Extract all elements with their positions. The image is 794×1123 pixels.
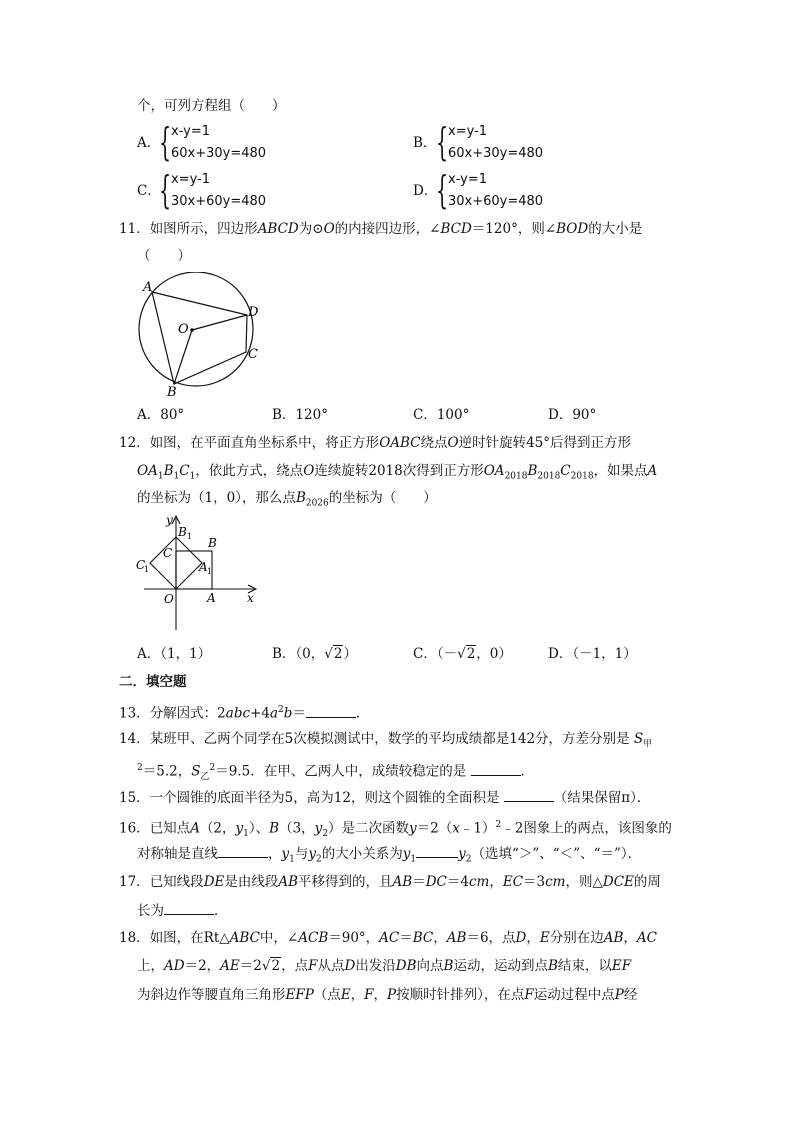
label-c: C (163, 546, 173, 560)
q14-line1 (119, 729, 652, 755)
superscript: 2 (137, 763, 143, 773)
math: ABCD (257, 221, 299, 237)
text: 经 (623, 987, 638, 1003)
text: 如图所示，四边形 (149, 221, 258, 237)
label-o: O (164, 592, 174, 606)
math: C (560, 463, 571, 479)
text: 出发沿 (355, 958, 396, 974)
math: F (364, 987, 374, 1003)
question-number: 18． (119, 930, 150, 946)
question-number: 14． (119, 731, 150, 747)
question-number: 15． (119, 790, 150, 806)
equation: x-y=1 (171, 124, 211, 139)
text: ＝9.5．在甲、乙两人中，成绩较稳定的是 (215, 763, 467, 780)
brace-icon: { (159, 168, 172, 212)
q15 (119, 787, 650, 808)
text: ， (623, 930, 637, 946)
q12-option-d (548, 644, 637, 664)
superscript: 2 (209, 763, 216, 773)
text: ． (355, 705, 370, 722)
q16-line1 (119, 815, 672, 844)
math: y (458, 846, 466, 862)
text: ＝3 (523, 874, 546, 890)
math: BCD (440, 221, 472, 237)
equation-system (171, 121, 266, 165)
answer-blank[interactable] (504, 787, 554, 802)
math: D (515, 930, 527, 946)
radicand: 2 (271, 958, 281, 974)
math: AB (603, 930, 624, 946)
text: ，依此方式，绕点 (195, 463, 304, 479)
math: A (190, 820, 200, 837)
text: ＝2 (239, 958, 262, 974)
text: ，则△ (565, 874, 603, 890)
text: ﹣1） (459, 820, 496, 837)
subscript: 1 (243, 829, 249, 840)
subscript: 2026 (305, 498, 329, 509)
q11-figure (130, 272, 270, 402)
text: ， (433, 930, 447, 946)
text: 的内接四边形，∠ (334, 221, 441, 237)
subscript: 2018 (504, 471, 528, 482)
math: F (308, 958, 318, 974)
equation: x-y=1 (448, 172, 488, 187)
text: +4 (250, 705, 270, 722)
option-text: （1，1） (160, 646, 212, 662)
text: 按顺时针排列），在点 (396, 987, 525, 1003)
math: y (308, 846, 317, 862)
math: S (191, 763, 201, 780)
math: cm (545, 874, 566, 890)
subscript: 1 (289, 854, 295, 865)
option-letter: B． (272, 646, 296, 662)
math: DB (395, 958, 417, 974)
q17-line1 (119, 872, 661, 892)
quadrilateral (152, 292, 247, 384)
option-letter: C． (137, 183, 161, 199)
text: 为斜边作等腰直角三角形 (137, 987, 286, 1003)
math: y (402, 846, 411, 862)
math: AC (636, 930, 657, 946)
text: ， (526, 930, 540, 946)
q11-stem (119, 219, 642, 239)
equation: x=y-1 (448, 124, 488, 139)
answer-blank[interactable] (306, 703, 356, 718)
math: C (179, 463, 190, 479)
subscript: 2 (316, 854, 322, 865)
math: OABC (379, 435, 421, 451)
question-number: 11． (119, 221, 150, 237)
text: ＝6，点 (466, 930, 516, 946)
math: P (387, 987, 397, 1003)
text: 上， (137, 958, 164, 974)
text: ，如果点 (593, 463, 648, 479)
option-text: ，0） (476, 646, 512, 662)
subscript: 2 (322, 829, 329, 840)
label-o: O (178, 322, 189, 337)
center-point (190, 328, 194, 332)
text: ＝2， (184, 958, 221, 974)
text: 某班甲、乙两个同学在5次模拟测试中，数学的平均成绩都是142分，方差分别是 (149, 731, 630, 747)
subscript: 1 (157, 471, 164, 482)
text: 一个圆锥的底面半径为5，高为12，则这个圆锥的全面积是 (149, 790, 500, 806)
subscript: 2 (465, 854, 472, 865)
text: 绕点 (420, 435, 448, 451)
math: P (614, 987, 624, 1003)
text: 的大小是 (588, 221, 643, 237)
section-heading: 二．填空题 (119, 674, 187, 690)
equation-system (448, 121, 543, 165)
math: E (539, 930, 550, 946)
math: DE (203, 874, 225, 890)
text: 平移得到的，且 (298, 874, 393, 890)
answer-blank[interactable] (416, 843, 458, 858)
radicand: 2 (466, 646, 476, 662)
math: AB (278, 874, 299, 890)
option-text: ） (343, 646, 357, 662)
text: （3， (279, 820, 315, 837)
text: 向点 (416, 958, 444, 974)
math: B (443, 958, 454, 974)
math: y (314, 820, 323, 837)
q12-stem-line2 (137, 461, 657, 487)
q11-option-b: B．120° (272, 407, 328, 423)
equation: 30x+60y=480 (171, 194, 267, 209)
q12-option-a (137, 644, 211, 664)
math: DCE (602, 874, 634, 890)
text: ， (373, 987, 388, 1003)
math: AE (220, 958, 240, 974)
math: OA (483, 463, 505, 479)
text: 的坐标为（ ） (328, 490, 437, 506)
q14-line2 (137, 758, 534, 787)
label-c1: C (136, 558, 146, 572)
superscript: 2 (278, 705, 284, 715)
text: ﹣2图象上的两点，该图象的 (501, 820, 672, 837)
q12-option-b: B．（0，√2） (272, 646, 357, 662)
q12-stem-line3 (137, 488, 437, 514)
q12-option-c: C．（－√2，0） (413, 646, 512, 662)
text: ＝ (412, 874, 426, 890)
label-y: y (166, 513, 173, 527)
math: B (163, 463, 174, 479)
answer-blank[interactable] (218, 843, 268, 858)
q16-line2 (137, 843, 641, 870)
math: AD (164, 958, 185, 974)
label-a: A (143, 280, 153, 295)
math: O (323, 221, 335, 237)
brace-icon: { (159, 120, 172, 164)
equation-system (448, 169, 543, 213)
math: BC (412, 930, 434, 946)
q12-stem-line1 (119, 433, 631, 453)
text: 长为 (137, 903, 164, 919)
subscript: 1 (410, 854, 417, 865)
math: S (633, 731, 644, 747)
math: EFP (285, 987, 314, 1003)
math: cm (468, 874, 490, 890)
math: A (647, 463, 658, 479)
text: ，点 (281, 958, 309, 974)
subscript: 1 (173, 471, 180, 482)
text: （点 (313, 987, 341, 1003)
text: 对称轴是直线 (137, 846, 218, 862)
q17-line2 (137, 900, 228, 921)
question-number: 12． (119, 435, 150, 451)
label-a1-sub: 1 (207, 567, 213, 576)
text: ＝2（ (416, 820, 453, 837)
text: 是由线段 (224, 874, 279, 890)
option-text: （0， (295, 646, 325, 662)
text: 运动，运动到点 (453, 958, 548, 974)
option-letter: A． (137, 646, 161, 662)
text: ， (268, 846, 282, 862)
question-number: 13． (119, 705, 150, 722)
option-letter: C． (413, 646, 437, 662)
option-text: （－ (436, 646, 458, 662)
equation: x=y-1 (171, 172, 211, 187)
label-c1-sub: 1 (144, 565, 150, 574)
label-b1: B (178, 525, 187, 539)
text: 如图，在Rt△ (149, 930, 230, 946)
text: 中，∠ (259, 930, 299, 946)
text: 为⊙ (298, 221, 324, 237)
text: ＝4 (446, 874, 469, 890)
brace-icon: { (436, 120, 449, 164)
q18-line1 (119, 928, 657, 948)
text: ＝90°， (328, 930, 380, 946)
text: ＝5.2， (142, 763, 192, 780)
label-b: B (208, 536, 217, 550)
segment-od (192, 315, 247, 330)
math: x (452, 820, 460, 837)
text: ． (520, 763, 534, 780)
math: DC (425, 874, 447, 890)
math: EC (502, 874, 524, 890)
superscript: 2 (495, 820, 502, 830)
label-a: A (207, 591, 216, 605)
text: 已知点 (149, 820, 191, 837)
text: ， (489, 874, 503, 890)
math: AB (392, 874, 413, 890)
question-number: 17． (119, 874, 150, 890)
math: O (303, 463, 315, 479)
math: B (295, 490, 306, 506)
math: B (527, 463, 538, 479)
label-c: C (248, 347, 258, 362)
text: 如图，在平面直角坐标系中，将正方形 (149, 435, 380, 451)
text: ）、 (248, 820, 270, 837)
text: 运动过程中点 (533, 987, 615, 1003)
text: （结果保留π）． (553, 790, 651, 806)
math: BOD (556, 221, 589, 237)
q18-line3 (137, 985, 637, 1005)
q13 (119, 700, 369, 724)
math: b (283, 705, 293, 722)
q12-figure (132, 512, 262, 634)
answer-blank[interactable] (471, 761, 521, 776)
text: 结束，以 (557, 958, 612, 974)
text: ． (214, 903, 228, 919)
text: ＝ (399, 930, 413, 946)
equation-system (171, 169, 266, 213)
q11-option-d: D．90° (548, 407, 597, 423)
subscript: 2018 (570, 471, 594, 482)
text: 分解因式：2 (149, 705, 226, 722)
subscript: 2018 (537, 471, 561, 482)
math: a (269, 705, 279, 722)
option-letter: D． (548, 646, 573, 662)
math: OA (137, 463, 158, 479)
math: y (281, 846, 290, 862)
label-b: B (167, 385, 177, 400)
radicand: 2 (333, 646, 343, 662)
text: 逆时针旋转45°后得到正方形 (458, 435, 632, 451)
subscript: 1 (189, 471, 196, 482)
label-x: x (247, 591, 254, 605)
math: O (447, 435, 459, 451)
text: （2， (199, 820, 236, 837)
label-d: D (248, 305, 259, 320)
math: y (235, 820, 244, 837)
option-text: （－1，1） (572, 646, 637, 662)
text: ， (350, 987, 365, 1003)
question-number: 16． (119, 820, 150, 837)
segment-ob (174, 330, 192, 384)
math: EF (611, 958, 632, 974)
math: D (344, 958, 356, 974)
text: 与 (294, 846, 309, 862)
text: 连续旋转2018次得到正方形 (314, 463, 484, 479)
math: E (340, 987, 351, 1003)
q10-text: 个，可列方程组（ ） (137, 98, 286, 114)
subscript: 乙 (200, 772, 210, 783)
math: ACB (298, 930, 329, 946)
q18-line2: 上，AD＝2，AE＝2√2，点F从点D出发沿DB向点B运动，运动到点B结束，以EF (137, 958, 632, 974)
equation: 60x+30y=480 (448, 146, 544, 161)
text: 的坐标为（1，0），那么点 (137, 490, 296, 506)
subscript: 甲 (643, 739, 653, 750)
text: （选填“＞”、“＜”、“＝”）． (471, 846, 642, 862)
answer-blank[interactable] (164, 900, 214, 915)
q11-option-c: C．100° (413, 407, 470, 423)
math: AB (446, 930, 467, 946)
q11-paren: （ ） (137, 248, 191, 264)
math: ABC (229, 930, 260, 946)
text: 从点 (317, 958, 345, 974)
text: 的周 (633, 874, 661, 890)
q11-option-a: A．80° (137, 407, 185, 423)
label-a1: A (199, 560, 208, 574)
math: B (547, 958, 558, 974)
math: y (409, 820, 417, 837)
math: abc (225, 705, 251, 722)
equation: 30x+60y=480 (448, 194, 544, 209)
option-letter: B． (413, 135, 437, 151)
text: 已知线段 (149, 874, 204, 890)
text: ＝ (292, 705, 306, 722)
option-letter: D． (413, 183, 438, 199)
math: B (269, 820, 280, 837)
brace-icon: { (436, 168, 449, 212)
equation: 60x+30y=480 (171, 146, 267, 161)
math: F (524, 987, 534, 1003)
text: 的大小关系为 (321, 846, 403, 862)
math: AC (379, 930, 400, 946)
text: 分别在边 (549, 930, 604, 946)
text: ＝120°，则∠ (471, 221, 557, 237)
option-letter: A． (137, 135, 161, 151)
text: ）是二次函数 (328, 820, 410, 837)
label-b1-sub: 1 (187, 532, 193, 541)
